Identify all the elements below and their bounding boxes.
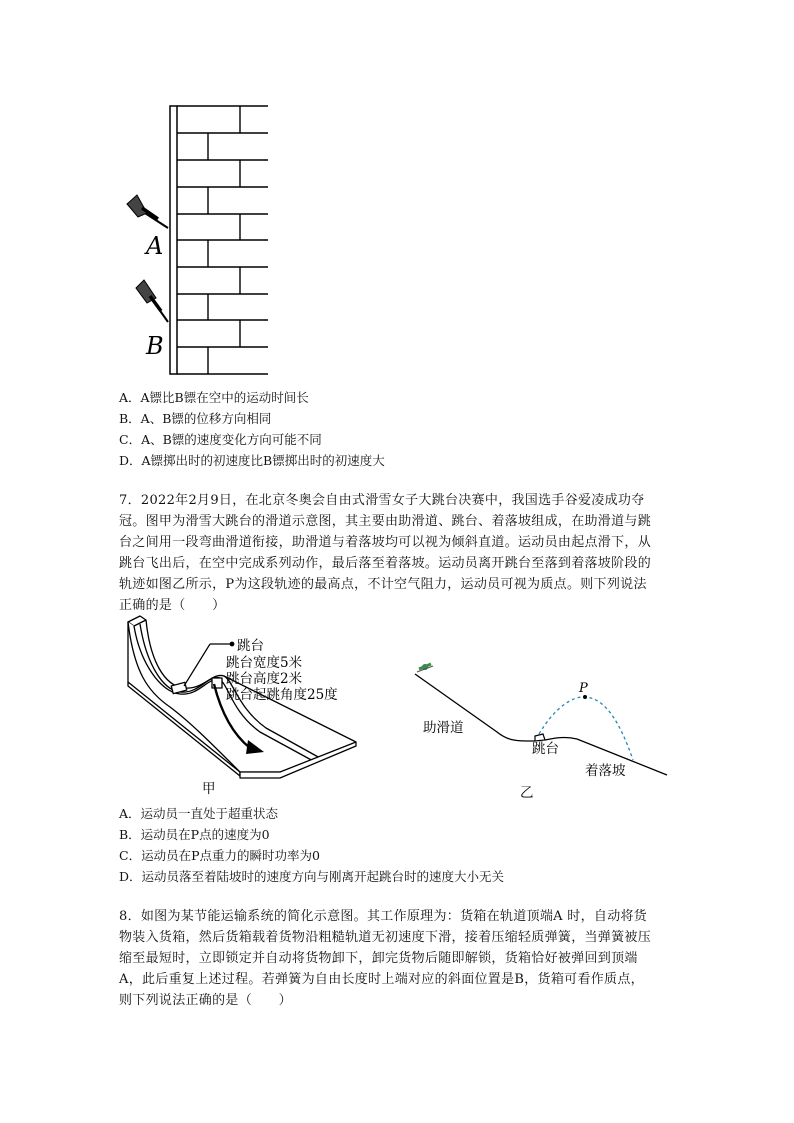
- q6-option-a: A．A镖比B镖在空中的运动时间长: [119, 390, 309, 405]
- callout-title: 跳台: [237, 638, 264, 654]
- q6-option-b: B．A、B镖的位移方向相同: [119, 411, 272, 426]
- q7-option-c: C．运动员在P点重力的瞬时功率为0: [119, 848, 320, 863]
- q8-line: 缩至最短时，立即锁定并自动将货物卸下，卸完货物后随即解锁，货箱恰好被弹回到顶端: [119, 951, 638, 966]
- q7-line: 台之间用一段弯曲滑道衔接，助滑道与着落坡均可以视为倾斜直道。运动员由起点滑下，从: [119, 535, 652, 550]
- caption-yi: 乙: [520, 785, 534, 801]
- q8-line: 则下列说法正确的是（ ）: [119, 993, 292, 1008]
- callout-leader: [184, 644, 230, 686]
- brick-wall: [177, 106, 268, 374]
- q8-stem: [119, 906, 679, 1011]
- label-slope: 着落坡: [585, 763, 626, 779]
- q7-line: 7．2022年2月9日，在北京冬奥会自由式滑雪女子大跳台决赛中，我国选手谷爱凌成功夺: [119, 493, 645, 508]
- callout-dot: [230, 642, 235, 647]
- dart-b: [136, 280, 168, 322]
- label-ramp: 助滑道: [423, 720, 464, 736]
- label-p: P: [579, 681, 588, 696]
- q7-line: 正确的是（ ）: [119, 598, 226, 613]
- q7-line: 冠。图甲为滑雪大跳台的滑道示意图，其主要由助滑道、跳台、着落坡组成，在助滑道与跳: [119, 514, 652, 529]
- q6-option-d: D．A镖掷出时的初速度比B镖掷出时的初速度大: [119, 453, 385, 468]
- figure-jia: [120, 612, 380, 798]
- q8-line: A，此后重复上述过程。若弹簧为自由长度时上端对应的斜面位置是B，货箱可看作质点，: [119, 972, 644, 987]
- callout-height: 跳台高度2米: [226, 671, 303, 687]
- q7-option-b: B．运动员在P点的速度为0: [119, 827, 270, 842]
- q8-line: 物装入货箱，然后货箱载着货物沿粗糙轨道无初速度下滑，接着压缩轻质弹簧，当弹簧被压: [119, 930, 652, 945]
- label-a: A: [146, 232, 164, 260]
- q7-option-d: D．运动员落至着陆坡时的速度方向与刚离开起跳台时的速度大小无关: [119, 869, 505, 884]
- dart-a: [127, 195, 168, 228]
- figure-yi: [405, 652, 675, 802]
- label-platform: 跳台: [532, 741, 559, 757]
- callout-angle: 跳台起跳角度25度: [226, 687, 338, 703]
- label-b: B: [146, 332, 164, 360]
- q7-line: 跳台飞出后，在空中完成系列动作，最后落至着落坡。运动员离开跳台至落到着落坡阶段的: [119, 556, 652, 571]
- takeoff-platform: [535, 734, 545, 741]
- wall-dart-figure: [120, 100, 280, 380]
- q7-option-a: A．运动员一直处于超重状态: [119, 806, 279, 821]
- q6-option-c: C．A、B镖的速度变化方向可能不同: [119, 432, 322, 447]
- skier-icon: [417, 664, 433, 672]
- q7-stem: [119, 490, 679, 616]
- q7-line: 轨迹如图乙所示，P为这段轨迹的最高点，不计空气阻力，运动员可视为质点。则下列说法: [119, 577, 647, 592]
- wall-edge: [170, 106, 177, 374]
- callout-width: 跳台宽度5米: [226, 655, 303, 671]
- caption-jia: 甲: [202, 781, 216, 797]
- q8-line: 8．如图为某节能运输系统的简化示意图。其工作原理为：货箱在轨道顶端A 时，自动将货: [119, 909, 648, 924]
